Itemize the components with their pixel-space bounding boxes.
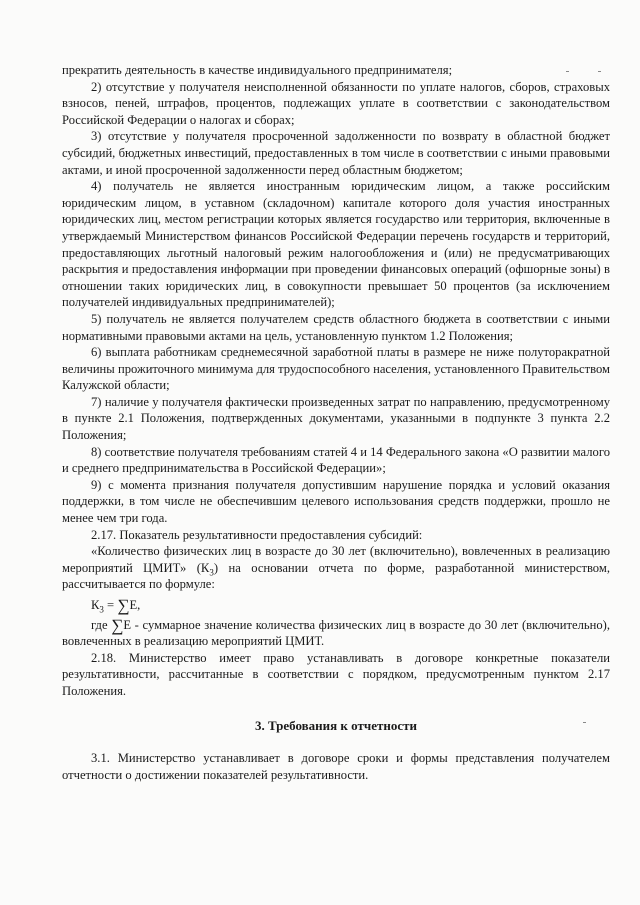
paragraph-item-9: 9) с момента признания получателя допустившим нарушение порядка и условий оказания поддержки, в том числе не обеспечившим целевого использования средств поддержки, прошло не менее чем три года. [62,477,610,526]
paragraph-3-1: 3.1. Министерство устанавливает в договоре сроки и формы представления получателем отчетности о достижении показателей результативности. [62,751,610,782]
paragraph-item-4: 4) получатель не является иностранным юридическим лицом, а также российским юридическим лицом, в уставном (складочном) капитале которого доля участия иностранных юридических лиц, местом регистрации которых является государство или территория, включенные в утверждаемый Министерством финансов Российской Федерации перечень государств и территорий, предоставляющих льготный налоговый режим налогообложения и (или) не предусматривающих раскрытия и предоставления информации при проведении финансовых операций (офшорные зоны) в отношении таких юридических лиц, в совокупности превышает 50 процентов (за исключением получателей индивидуальных предпринимателей); [62,179,610,310]
paragraph-item-7: 7) наличие у получателя фактически произведенных затрат по направлению, предусмотренному в пункте 2.1 Положения, подтвержденных документами, указанными в подпункте 3 пункта 2.2 Положения; [62,394,610,443]
indicator-text-a: «Количество физических лиц в возрасте до 30 лет (включительно), вовлеченных в реализацию мероприятий ЦМИТ» (К [62,544,610,575]
section-3-title: 3. Требования к отчетности [254,717,418,733]
paragraph-item-5: 5) получатель не является получателем средств областного бюджета в соответствии с иными нормативными правовыми актами на цель, установленную пунктом 1.2 Положения; [62,311,610,343]
formula-subscript: 3 [99,604,104,615]
formula [91,597,610,614]
where-text: E - суммарное значение количества физических лиц в возрасте до 30 лет (включительно), вовлеченных в реализацию мероприятий ЦМИТ. [62,617,610,649]
paragraph-continuation: прекратить деятельность в качестве индивидуального предпринимателя; [62,63,453,77]
paragraph-indicator-definition [62,543,610,593]
scan-speck [566,71,569,72]
paragraph-item-6: 6) выплата работникам среднемесячной заработной платы в размере не ниже полуторакратной величины прожиточного минимума для трудоспособного населения, установленного Правительством Калужской области; [62,345,610,393]
sum-symbol: ∑ [117,596,130,615]
paragraph-formula-explanation [62,617,610,650]
formula-lhs: К [91,598,100,612]
formula-equals: = [103,598,118,612]
paragraph-2-18: 2.18. Министерство имеет право устанавливать в договоре конкретные показатели результативности, рассчитанные в соответствии с порядком, предусмотренным пунктом 2.17 Положения. [62,650,610,698]
formula-rhs: E, [129,598,141,612]
indicator-text-b: ) на основании отчета по форме, разработанной министерством, рассчитывается по формуле: [62,560,610,592]
paragraph-item-2: 2) отсутствие у получателя неисполненной обязанности по уплате налогов, сборов, страховых взносов, пеней, штрафов, процентов, подлежащих уплате в соответствии с законодательством Российской Федерации о налогах и сборах; [62,79,610,127]
scan-speck [583,722,586,723]
paragraph-2-17: 2.17. Показатель результативности предоставления субсидий: [91,527,423,542]
where-word: где [91,617,112,632]
paragraph-item-8: 8) соответствие получателя требованиям статей 4 и 14 Федерального закона «О развитии малого и среднего предпринимательства в Российской Федерации»; [62,444,610,476]
scan-speck [598,71,601,72]
where-sum-symbol: ∑ [111,615,124,635]
indicator-subscript: 3 [209,567,214,578]
paragraph-item-3: 3) отсутствие у получателя просроченной задолженности по возврату в областной бюджет субсидий, бюджетных инвестиций, предоставленных в том числе в соответствии с иными правовыми актами, и иной просроченной задолженности перед областным бюджетом; [62,129,610,177]
